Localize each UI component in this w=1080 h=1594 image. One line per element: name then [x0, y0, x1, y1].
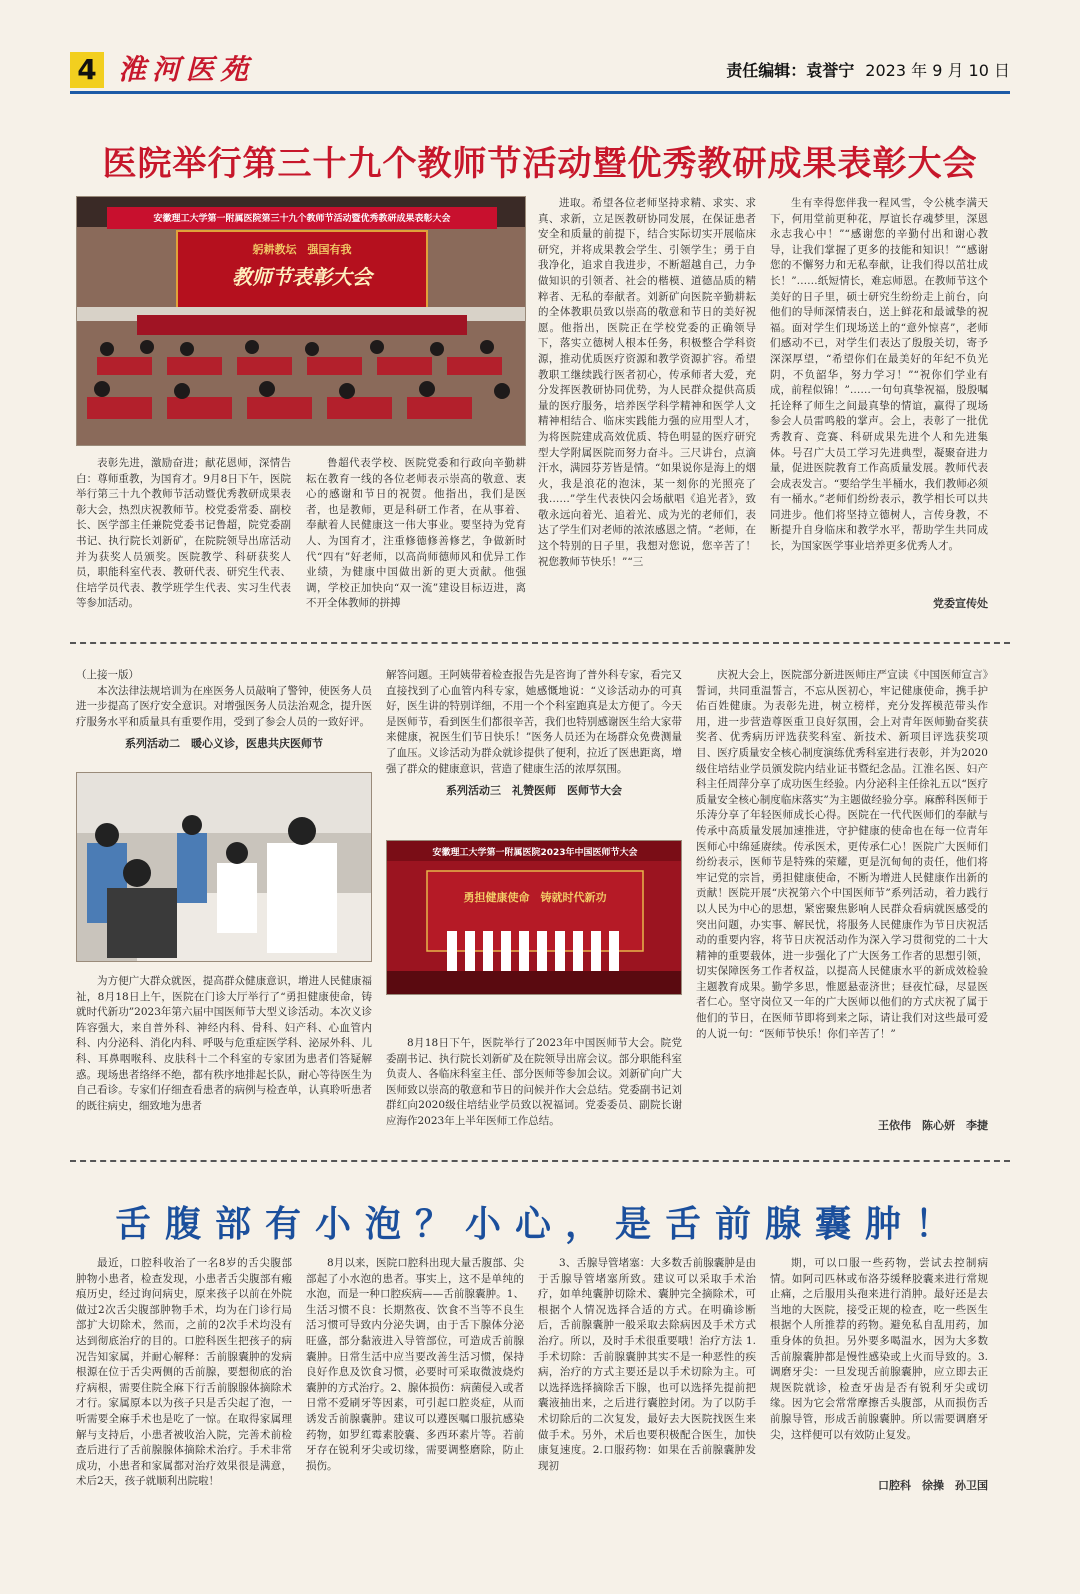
section-divider-1: [70, 642, 1010, 644]
article1-col1: 表彰先进，激励奋进；献花恩师，深情告白：尊师重教，为国育才。9月8日下午，医院举行第三十九个教师节活动暨优秀教研成果表彰大会，热烈庆祝教师节。校党委常委、副校长、医学部主任兼院党委书记鲁超，院党委副书记、执行院长刘新矿，在院院领导出席活动并为获奖人员颁奖。医院教学、科研获奖人员，职能科室代表、教研代表、研究生代表、住培学员代表、教学班学生代表、实习生代表等参加活动。: [76, 457, 291, 610]
photo-banner-text: 安徽理工大学第一附属医院第三十九个教师节活动暨优秀教研成果表彰大会: [153, 214, 451, 224]
article2-signature: 王依伟 陈心妍 李捷: [878, 1119, 988, 1132]
masthead-rule: [70, 91, 1010, 94]
photo2-screen-text: 勇担健康使命 铸就时代新功: [463, 891, 607, 904]
ceremony-photo-graphic: [77, 197, 526, 446]
masthead: [70, 48, 1010, 92]
issue-date: 2023 年 9 月 10 日: [865, 61, 1010, 80]
article1-col2: 鲁超代表学校、医院党委和行政向辛勤耕耘在教育一线的各位老师表示崇高的敬意、衷心的感谢和节日的祝贺。他指出，我们是医者，也是教师，更是科研工作者，在从事着、奉献着人民健康这一伟大事业。要坚持为党育人、为国育才，注重修德修善修艺，争做新时代“四有”好老师，以高尚师德师风和优异工作业绩，为健康中国做出新的更大贡献。他强调，学校正加快向“双一流”建设目标迈进，离不开全体教师的拼搏: [306, 457, 526, 610]
editor-line: [726, 58, 1010, 81]
newspaper-name: 淮河医苑: [118, 53, 255, 86]
article2-col2-top: 解答问题。王阿姨带着检查报告先是咨询了普外科专家，看完又直接找到了心血管内科专家，她感慨地说：“义诊活动办的可真好，医生讲的特别详细，不用一个个科室跑真是太方便了。今天是医师节，看到医生们都很辛苦，我们也特别感谢医生给大家带来健康，祝医生们节日快乐！”医务人员还为在场群众免费测量了血压。义诊活动为群众就诊提供了便利，拉近了医患距离，增强了群众的健康意识，营造了健康生活的浓厚氛围。 系列活动三 礼赞医师 医师节大会: [386, 669, 682, 798]
editor-label: 责任编辑：袁誉宁: [726, 61, 855, 80]
article3-headline: 舌腹部有小泡？小心，是舌前腺囊肿！: [114, 1204, 965, 1245]
photo-screen-subtitle: 躬耕教坛 强国有我: [252, 243, 352, 256]
article2-col3: 庆祝大会上，医院部分新进医师庄严宣读《中国医师宣言》誓词，共同重温誓言，不忘从医初心，牢记健康使命，携手护佑百姓健康。为表彰先进，树立榜样，充分发挥模范带头作用，进一步营造尊医重卫良好氛围，会上对青年医师勤奋奖获奖者、优秀病历评选获奖科室、新技术、新项目评选获奖项目、医疗质量安全核心制度演练优秀科室进行表彰，并为2020级住培结业学员颁发院内结业证书暨纪念品。江淮名医、妇产科主任周萍分享了成功医生经验。内分泌科主任徐礼五以“医疗质量安全核心制度临床落实”为主题做经验分享。麻醉科医师于乐涛分享了年轻医师成长心得。医院在一代代医师们的奉献与传承中高质量发展加速推进，守护健康的使命也在每一位青年医师心中绵延赓续。传承医术，更传承仁心！医院广大医师们纷纷表示，医师节是特殊的荣耀，更是沉甸甸的责任，他们将牢记党的宗旨，勇担健康使命，不断为增进人民健康作出新的贡献！医院开展“庆祝第六个中国医师节”系列活动，着力践行以人民为中心的思想，紧密聚焦影响人民群众看病就医感受的突出问题，办实事、解民忧，将服务人民健康作为节日庆祝活动的重要内容，将节日庆祝活动作为深入学习贯彻党的二十大精神的重要载体，进一步强化了广大医务工作者的思想引领，切实保障医务工作者权益，以提高人民健康水平的新成效检验主题教育成果。勤学多思，惟愿悬壶济世；昼夜忙碌，尽显医者仁心。坚守岗位又一年的广大医师以他们的方式庆祝了属于他们的节日，在医师节即将到来之际，请让我们对这些最可爱的人说一句：“医师节快乐！你们辛苦了！” 王依伟 陈心妍 李捷: [696, 669, 988, 1132]
article3-col3: 3、舌腺导管堵塞：大多数舌前腺囊肿是由于舌腺导管堵塞所致。建议可以采取手术治疗，如单纯囊肿切除术、囊肿完全摘除术，可根据个人情况选择合适的方式。在明确诊断后，舌前腺囊肿一般采取去除病因及手术方式治疗。所以，及时手术很重要哦！治疗方法 1.手术切除：舌前腺囊肿其实不是一种恶性的疾病，治疗的方式主要还是以手术切除为主。可以选择选择摘除舌下腺，也可以选择先提前把囊液抽出来，之后进行囊腔封闭。为了以防手术切除后的二次复发，最好去大医院找医生来做手术。另外，术后也要积极配合医生，加快康复速度。2.口服药物：如果在舌前腺囊肿发现初: [538, 1257, 756, 1472]
article2-col2-bottom: 8月18日下午，医院举行了2023年中国医师节大会。院党委副书记、执行院长刘新矿及在院领导出席会议。部分职能科室负责人、各临床科室主任、部分医师等参加会议。刘新矿向广大医师致以崇高的敬意和节日的问候并作大会总结。党委副书记刘群红向2020级住培结业学员致以祝福词。党委委员、副院长谢应海作2023年上半年医师工作总结。: [386, 1037, 682, 1127]
section-divider-2: [70, 1160, 1010, 1162]
continued-label: （上接一版）: [76, 669, 139, 681]
photo-screen-title: 教师节表彰大会: [232, 265, 372, 289]
article1-signature: 党委宣传处: [933, 597, 988, 610]
article3-col2: 8月以来，医院口腔科出现大量舌腹部、尖部起了小水泡的患者。事实上，这不是单纯的水泡，而是一种口腔疾病——舌前腺囊肿。1、生活习惯不良：长期熬夜、饮食不当等不良生活习惯可导致内分泌失调，由于舌下腺体分泌旺盛，部分黏液进入导管部位，可造成舌前腺囊肿。日常生活中应当要改善生活习惯，保持良好作息及饮食习惯，必要时可采取微波烧灼囊肿的方式治疗。2、腺体损伤：病菌侵入或者日常不爱刷牙等因素，可引起口腔炎症，从而诱发舌前腺囊肿。建议可以遵医嘱口服抗感染药物，如罗红霉素胶囊、多西环素片等。若前牙存在锐利牙尖或切缘，需要调整磨除，防止损伤。: [306, 1257, 524, 1472]
photo2-banner-text: 安徽理工大学第一附属医院2023年中国医师节大会: [432, 848, 638, 858]
article1-photo: [76, 196, 526, 446]
physician-day-photo-graphic: [387, 841, 682, 995]
article3-col4: 期，可以口服一些药物，尝试去控制病情。如阿司匹林或布洛芬缓释胶囊来进行常规止痛，之后服用头孢来进行消肿。最好还是去当地的大医院，接受正规的检查，吃一些医生根据个人所推荐的药物。避免私自乱用药，加重身体的负担。另外要多喝温水，因为大多数舌前腺囊肿都是慢性感染或上火而导致的。3.调磨牙尖：一旦发现舌前腺囊肿，应立即去正规医院就诊，检查牙齿是否有锐利牙尖或切缘。因为它会常常摩擦舌头腹部，从而损伤舌前腺导管，形成舌前腺囊肿。所以需要调磨牙尖，这样便可以有效防止复发。 口腔科 徐操 孙卫国: [770, 1257, 988, 1492]
article2-col1-bottom: 为方便广大群众就医，提高群众健康意识，增进人民健康福祉，8月18日上午，医院在门诊大厅举行了“勇担健康使命，铸就时代新功”2023年第六届中国医师节大型义诊活动。本次义诊阵容强大，来自普外科、神经内科、骨科、妇产科、心血管内科、内分泌科、消化内科、呼吸与危重症医学科、泌尿外科、儿科、耳鼻咽喉科、皮肤科十二个科室的专家团为患者们答疑解惑。现场患者络绎不绝，都有秩序地排起长队，耐心等待医生为自己看诊。专家们仔细查看患者的病例与检查单，认真聆听患者的既往病史，细致地为患者: [76, 975, 372, 1112]
free-clinic-photo-graphic: [77, 773, 372, 962]
article3-signature: 口腔科 徐操 孙卫国: [878, 1479, 988, 1492]
article2-col1: （上接一版） 本次法律法规培训为在座医务人员敲响了警钟，使医务人员进一步提高了医疗安全意识。对增强医务人员法治观念，提升医疗服务水平和质量具有重要作用，受到了参会人员的一致好评。 系列活动二 暖心义诊，医患共庆医师节: [76, 669, 372, 751]
article1-col4: 生有幸得您伴我一程风雪，令公桃李满天下，何用堂前更种花，厚谊长存魂梦里，深恩永志我心中！”“感谢您的辛勤付出和谢心教导，让我们掌握了更多的技能和知识！”“感谢您的不懈努力和无私奉献，让我们得以茁壮成长！”……纸短情长，难忘师恩。在教师节这个美好的日子里，硕士研究生纷纷走上前台，向他们的导师深情表白，送上鲜花和最诚挚的祝福。面对学生们现场送上的“意外惊喜”，老师们感动不已，对学生们表达了殷殷关切，寄予深深厚望，“希望你们在最美好的年纪不负光阴，不负韶华，努力学习！”“祝你们学业有成，前程似锦！”……一句句真挚祝福，殷殷嘱托诠释了师生之间最真挚的情谊，赢得了现场参会人员雷鸣般的掌声。会上，表彰了一批优秀教育、竞赛、科研成果先进个人和先进集体。号召广大员工学习先进典型，凝聚奋进力量，促进医院教育工作高质量发展。教师代表会成表发言。“要给学生半桶水，我们教师必须有一桶水。”老师们纷纷表示，教学相长可以共同进步。他们将坚持立德树人，言传身教，不断提升自身临床和教学水平，帮助学生共同成长，为国家医学事业培养更多优秀人才。 党委宣传处: [770, 197, 988, 610]
physician-day-photo: [386, 840, 682, 995]
page-number: 4: [70, 52, 104, 88]
article1-headline: 医院举行第三十九个教师节活动暨优秀教研成果表彰大会: [102, 144, 978, 184]
subhead-activity-3: 系列活动三 礼赞医师 医师节大会: [446, 784, 622, 798]
article3-col1: 最近，口腔科收治了一名8岁的舌尖腹部肿物小患者，检查发现，小患者舌尖腹部有瘢痕历史，经过询问病史，原来孩子以前在外院做过2次舌尖腹部肿物手术，均为在门诊行局部扩大切除术，然而，之前的2次手术均没有达到彻底治疗的目的。口腔科医生把孩子的病况告知家属，并耐心解释：舌前腺囊肿的发病根源在位于舌尖两侧的舌前腺，要想彻底的治疗病根，需要住院全麻下行舌前腺腺体摘除术才行。家属原本以为孩子只是舌尖起了泡，一听需要全麻手术也是吃了一惊。在取得家属理解与支持后，小患者被收治入院，完善术前检查后进行了舌前腺腺体摘除术治疗。手术非常成功，小患者和家属都对治疗效果很是满意，术后2天，孩子就顺利出院啦！: [76, 1257, 292, 1488]
clinic-photo: [76, 772, 372, 962]
subhead-activity-2: 系列活动二 暖心义诊，医患共庆医师节: [125, 737, 323, 751]
article1-col3: 进取。希望各位老师坚持求精、求实、求真、求新，立足医教研协同发展，在保证患者安全和质量的前提下，结合实际切实开展临床研究，并将成果教会学生、引领学生；勇于自我净化，追求自我进步，不断超越自己，力争做知识的引领者、社会的楷模、道德品质的精粹者、无私的奉献者。刘新矿向医院辛勤耕耘的全体教职员致以崇高的敬意和节日的美好祝愿。他指出，医院正在学校党委的正确领导下，落实立德树人根本任务，积极整合学科资源，推动优质医疗资源和教学资源扩容。希望教职工继续践行医者初心，传承师者大爱，充分发挥医教研协同优势，为人民群众提供高质量的医疗服务，培养医学科学精神和医学人文精神相结合、临床实践能力强的应用型人才，为将医院建成高效优质、特色明显的医疗研究型大学附属医院而努力奋斗。三尺讲台，点滴汗水，满园芬芳皆是情。“如果说你是海上的烟火，我是浪花的泡沫，某一刻你的光照亮了我……”学生代表快闪会场献唱《追光者》，致敬永远向着光、追着光、成为光的老师们，表达了学生们对老师的浓浓感恩之情。“老师，在这个特别的日子里，我想对您说，您辛苦了！祝您教师节快乐！”“三: [538, 197, 756, 568]
